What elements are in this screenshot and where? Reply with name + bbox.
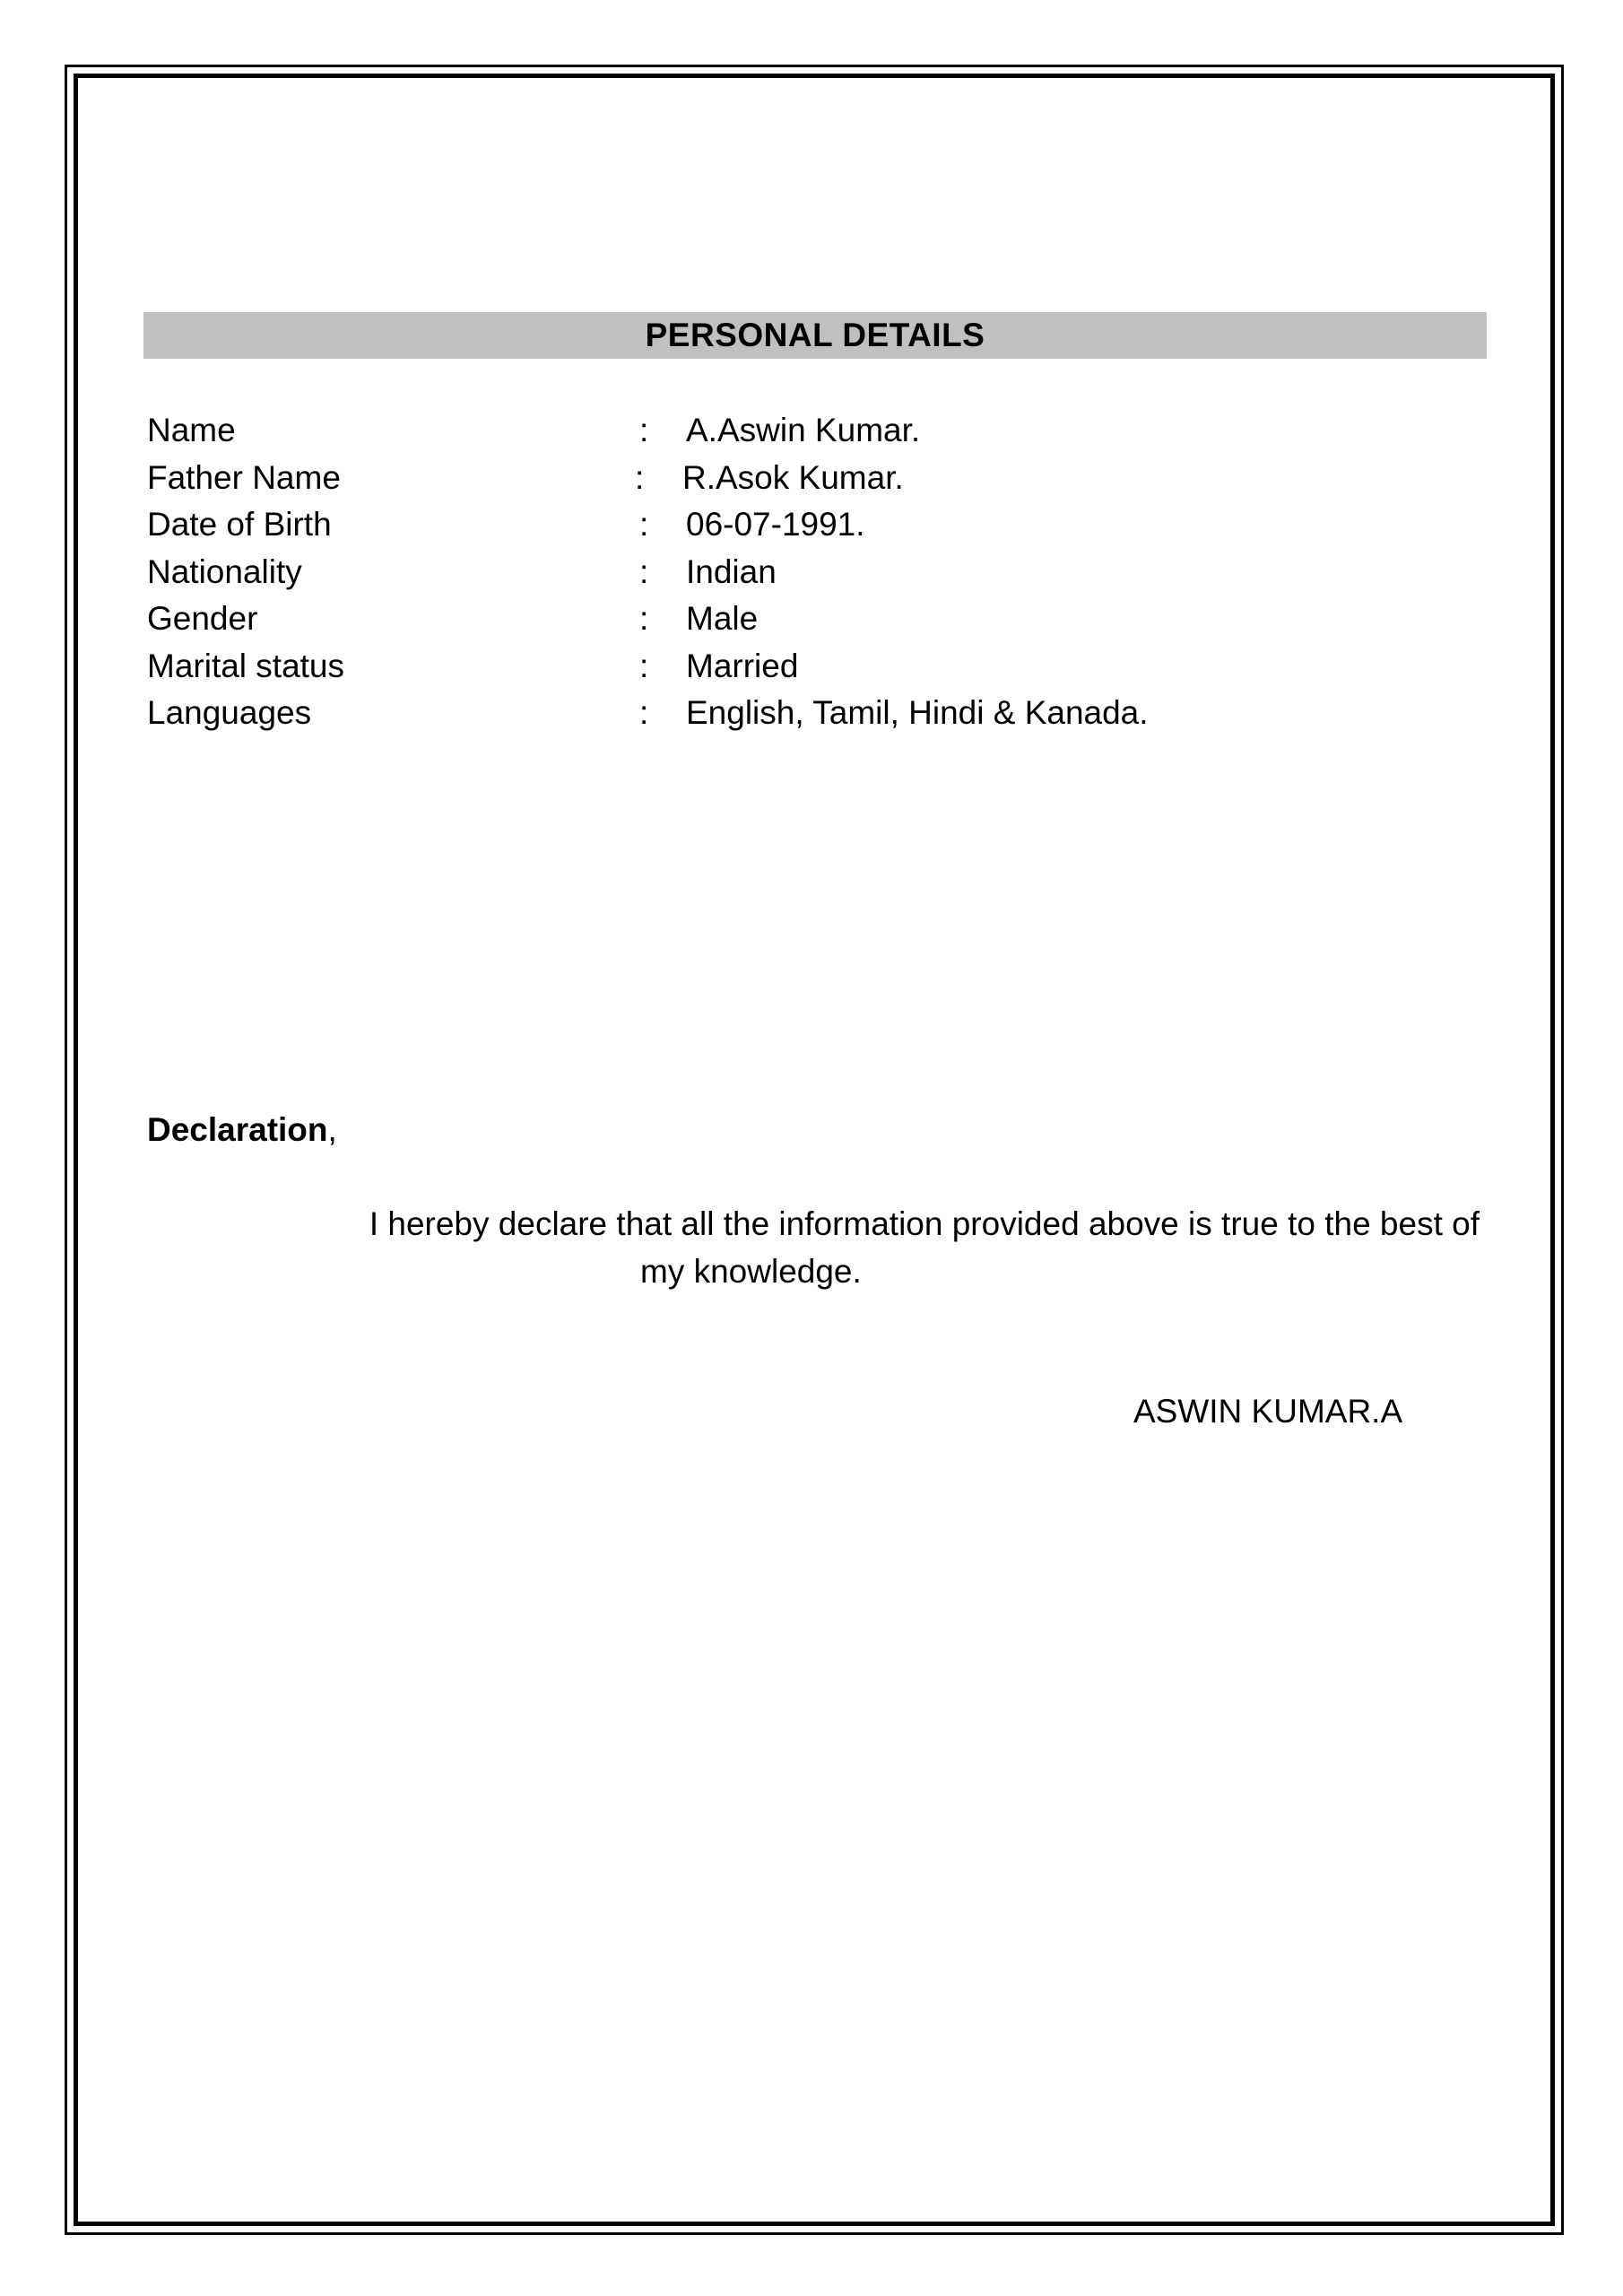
detail-separator: :: [639, 552, 649, 590]
declaration-line-1: I hereby declare that all the information provided above is true to the best of: [369, 1205, 1480, 1242]
declaration-line-2: my knowledge.: [640, 1253, 862, 1290]
detail-label: Date of Birth: [147, 506, 332, 543]
detail-separator: :: [639, 600, 649, 637]
detail-value: Indian: [686, 552, 777, 590]
section-title: PERSONAL DETAILS: [645, 317, 985, 353]
detail-label: Nationality: [147, 552, 302, 590]
detail-value: R.Asok Kumar.: [682, 458, 904, 496]
detail-label: Gender: [147, 600, 258, 637]
detail-label: Name: [147, 412, 236, 448]
detail-row-languages: [147, 690, 1474, 737]
section-header-personal-details: [143, 312, 1487, 359]
detail-separator: :: [635, 458, 645, 496]
detail-separator: :: [639, 647, 649, 684]
detail-value: Male: [686, 600, 759, 637]
detail-row-date-of-birth: [147, 501, 1474, 549]
declaration-statement: [147, 1200, 1480, 1295]
detail-value: English, Tamil, Hindi & Kanada.: [686, 694, 1149, 731]
detail-row-father-name: [147, 455, 1474, 502]
signature-name: ASWIN KUMAR.A: [1133, 1393, 1403, 1430]
detail-label: Languages: [147, 694, 312, 731]
detail-value: 06-07-1991.: [686, 506, 865, 543]
personal-details-list: [147, 407, 1474, 737]
detail-row-gender: [147, 596, 1474, 643]
detail-label: Marital status: [147, 647, 345, 684]
detail-separator: :: [639, 694, 649, 731]
detail-row-nationality: [147, 549, 1474, 596]
declaration-heading: [147, 1107, 337, 1153]
detail-row-name: [147, 407, 1474, 455]
detail-value: A.Aswin Kumar.: [686, 412, 921, 448]
detail-separator: :: [639, 506, 649, 543]
declaration-heading-suffix: ,: [327, 1111, 337, 1148]
detail-row-marital-status: [147, 643, 1474, 691]
detail-separator: :: [639, 412, 649, 448]
detail-value: Married: [686, 647, 799, 684]
detail-label: Father Name: [147, 458, 341, 496]
declaration-heading-text: Declaration: [147, 1111, 328, 1148]
